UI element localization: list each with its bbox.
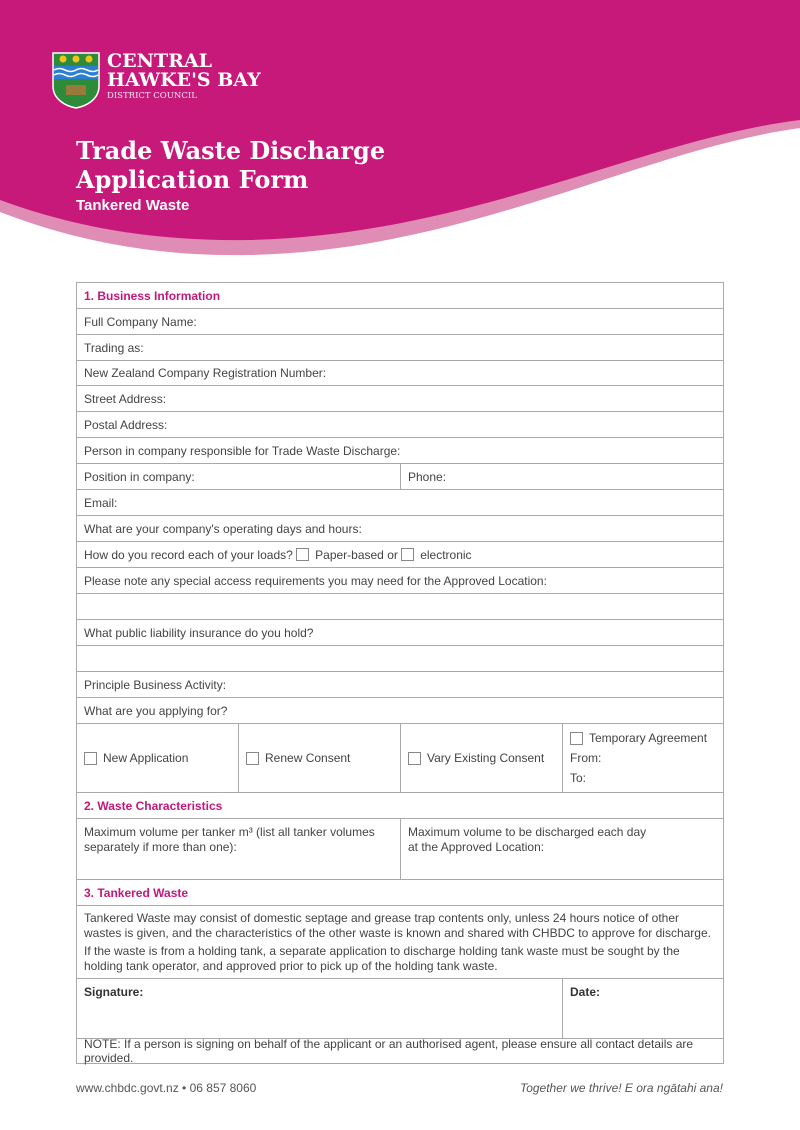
insurance-label: What public liability insurance do you hold? — [84, 625, 314, 640]
tankered-waste-text-2: If the waste is from a holding tank, a separate application to discharge holding tank waste must be sought by the holding tank operator, and approved prior to pick up of the holding tank waste. — [84, 944, 680, 973]
application-form — [76, 282, 724, 1064]
max-volume-tanker-field[interactable]: Maximum volume per tanker m³ (list all tanker volumes separately if more than one): — [77, 819, 401, 879]
new-application-checkbox[interactable] — [84, 752, 97, 765]
section-business-info: 1. Business Information — [84, 288, 221, 303]
electronic-label: electronic — [420, 547, 472, 562]
footer-tagline: Together we thrive! E ora ngātahi ana! — [519, 1081, 723, 1095]
renew-consent-checkbox[interactable] — [246, 752, 259, 765]
vary-consent-label: Vary Existing Consent — [427, 751, 545, 765]
insurance-input[interactable] — [77, 646, 723, 671]
tankered-waste-text-1: Tankered Waste may consist of domestic septage and grease trap contents only, unless 24 hours notice of other wastes is given, and the characteristics of the other waste is known and shared with CHBDC to approve for discharge. — [84, 911, 711, 940]
electronic-checkbox[interactable] — [401, 548, 414, 561]
trading-as-field[interactable]: Trading as: — [84, 340, 144, 355]
responsible-person-field[interactable]: Person in company responsible for Trade Waste Discharge: — [84, 443, 401, 458]
temporary-agreement-label: Temporary Agreement — [589, 730, 708, 745]
section-waste-characteristics: 2. Waste Characteristics — [84, 798, 223, 813]
special-access-label: Please note any special access requirements you may need for the Approved Location: — [84, 573, 547, 588]
new-application-label: New Application — [103, 751, 189, 765]
to-field[interactable]: To: — [570, 771, 587, 786]
special-access-input[interactable] — [77, 594, 723, 619]
email-field[interactable]: Email: — [84, 495, 118, 510]
max-volume-day-field[interactable]: Maximum volume to be discharged each day at the Approved Location: — [408, 825, 647, 854]
from-field[interactable]: From: — [570, 751, 602, 766]
temporary-agreement-checkbox[interactable] — [570, 732, 583, 745]
business-activity-field[interactable]: Principle Business Activity: — [84, 677, 227, 692]
phone-field[interactable]: Phone: — [408, 469, 447, 484]
record-loads-label: How do you record each of your loads? — [84, 547, 293, 562]
council-logo — [52, 52, 261, 109]
brand-line1: CENTRAL — [107, 50, 213, 72]
date-field[interactable]: Date: — [570, 985, 601, 999]
option-new-application[interactable] — [77, 724, 239, 792]
renew-consent-label: Renew Consent — [265, 751, 351, 765]
footer-contact: www.chbdc.govt.nz • 06 857 8060 — [76, 1081, 257, 1095]
brand-line3: DISTRICT COUNCIL — [107, 91, 197, 101]
postal-address-field[interactable]: Postal Address: — [84, 417, 168, 432]
section-tankered-waste: 3. Tankered Waste — [84, 885, 189, 900]
option-vary-consent[interactable] — [401, 724, 563, 792]
vary-consent-checkbox[interactable] — [408, 752, 421, 765]
signature-field[interactable]: Signature: — [77, 979, 563, 1038]
page-title: Trade Waste Discharge Application Form — [76, 136, 386, 194]
position-field[interactable]: Position in company: — [77, 464, 401, 489]
signing-note: NOTE: If a person is signing on behalf of the applicant or an authorised agent, please ensure all contact details are provided. — [84, 1037, 694, 1065]
nz-registration-field[interactable]: New Zealand Company Registration Number: — [84, 366, 327, 380]
coat-of-arms-icon — [52, 52, 100, 109]
record-loads-row — [77, 542, 723, 567]
street-address-field[interactable]: Street Address: — [84, 391, 167, 406]
brand-line2: HAWKE'S BAY — [107, 69, 261, 91]
paper-label: Paper-based or — [315, 547, 398, 562]
operating-hours-field[interactable]: What are your company's operating days and hours: — [84, 521, 362, 536]
applying-for-label: What are you applying for? — [84, 703, 228, 718]
company-name-field[interactable]: Full Company Name: — [84, 314, 197, 329]
option-temporary-agreement[interactable] — [563, 724, 723, 792]
page-subtitle: Tankered Waste — [76, 197, 190, 214]
option-renew-consent[interactable] — [239, 724, 401, 792]
paper-checkbox[interactable] — [296, 548, 309, 561]
